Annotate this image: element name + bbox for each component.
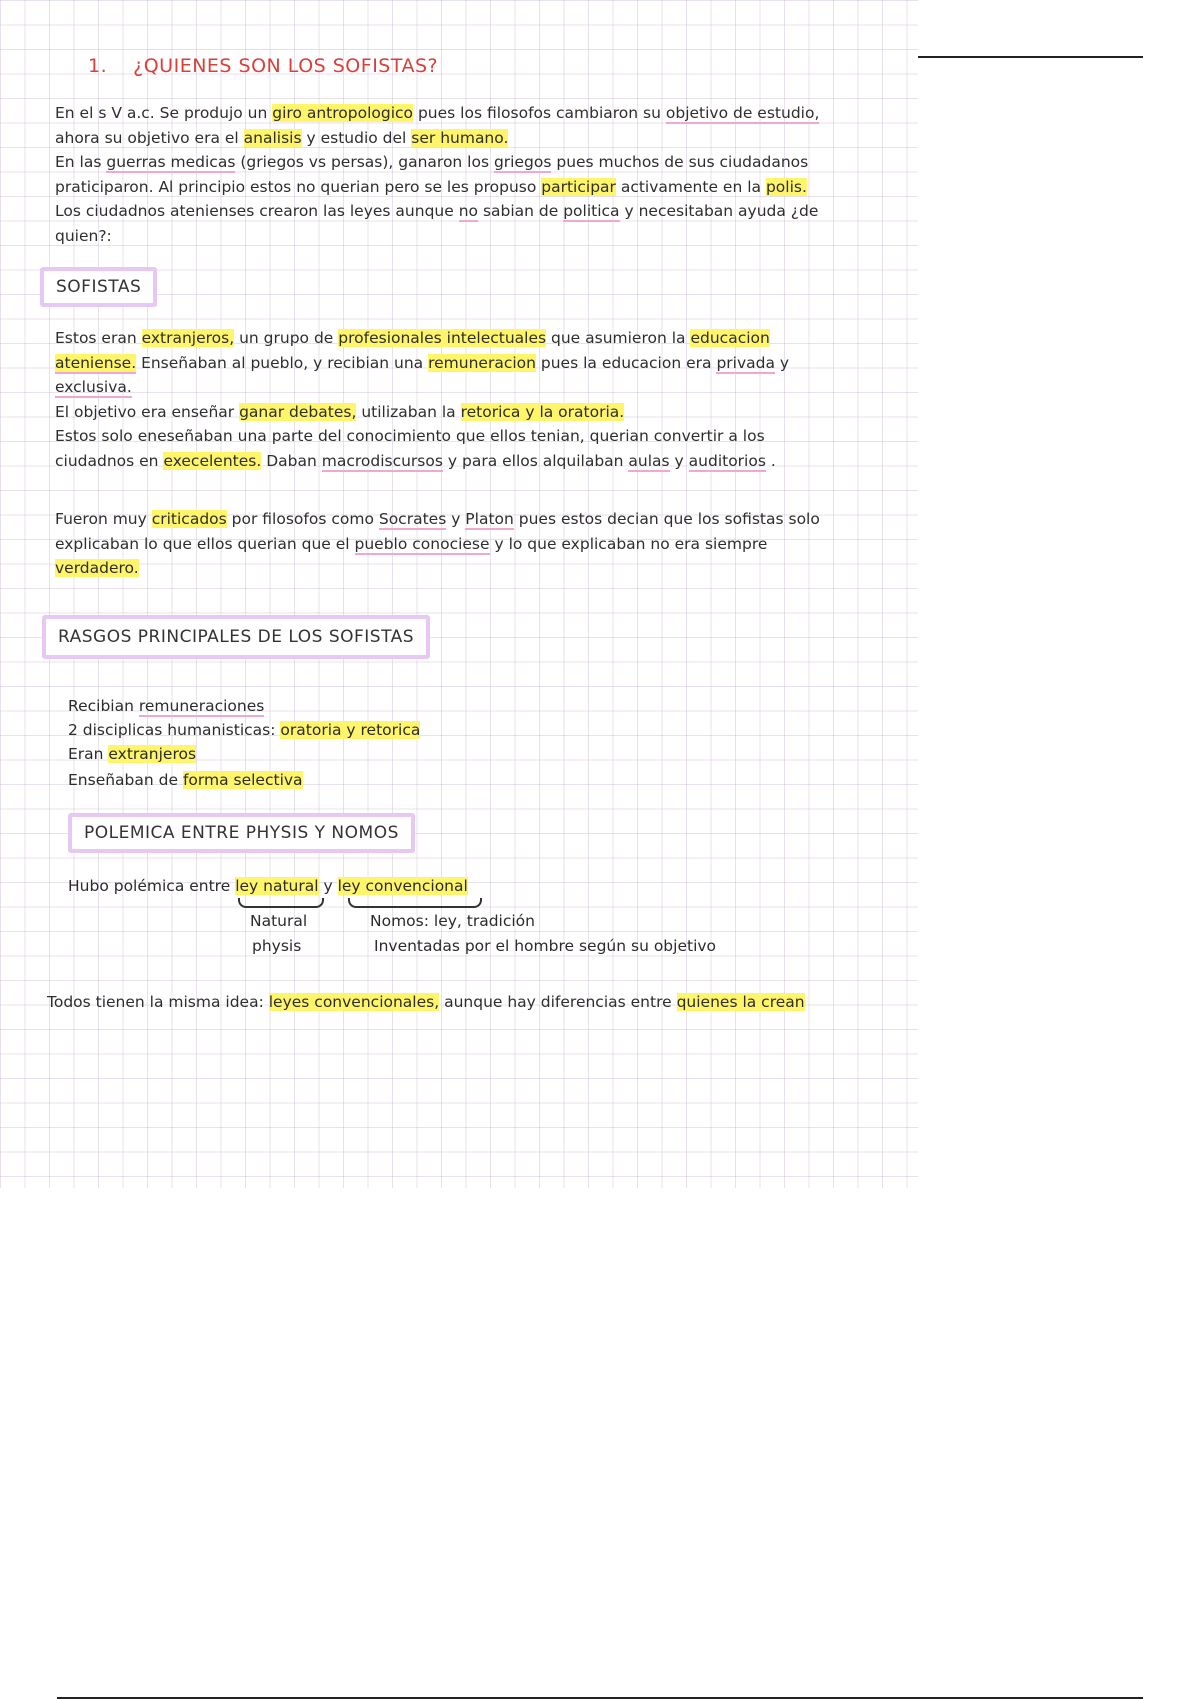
- final-line: Todos tienen la misma idea: leyes convencionales, aunque hay diferencias entre quienes la crean: [47, 993, 805, 1011]
- natural-label: Natural: [250, 912, 308, 930]
- nomos-label: Nomos: ley, tradición: [370, 912, 535, 930]
- criticism-paragraph: Fueron muy criticados por filosofos como Socrates y Platon pues estos decian que los sofistas solo explicaban lo que ellos querian que el pueblo conociese y lo que explicaban no era siempre verdadero.: [55, 510, 820, 577]
- section-box-sofistas: SOFISTAS: [40, 267, 157, 307]
- intro-paragraph: En el s V a.c. Se produjo un giro antropologico pues los filosofos cambiaron su objetivo de estudio, ahora su objetivo era el analisis y estudio del ser humano. En las guerras medicas (griegos vs persas), ganaron los griegos pues muchos de sus ciudadanos praticiparon. Al principio estos no querian pero se les propuso participar activamente en la polis. Los ciudadnos atenienses crearon las leyes aunque no sabian de politica y necesitaban ayuda ¿de quien?:: [55, 104, 820, 245]
- section-box-rasgos: RASGOS PRINCIPALES DE LOS SOFISTAS: [42, 615, 430, 659]
- trait-item: 2 disciplicas humanisticas: oratoria y retorica: [68, 721, 421, 739]
- polemica-line: Hubo polémica entre ley natural y ley convencional: [68, 877, 468, 895]
- top-right-rule: [918, 56, 1143, 58]
- sofistas-paragraph: Estos eran extranjeros, un grupo de profesionales intelectuales que asumieron la educacion ateniense. Enseñaban al pueblo, y recibian una remuneracion pues la educacion era privada y exclusiva. El objetivo era enseñar ganar debates, utilizaban la retorica y la oratoria. Estos solo eneseñaban una parte del conocimiento que ellos tenian, querian convertir a los ciudadnos en execelentes. Daban macrodiscursos y para ellos alquilaban aulas y auditorios .: [55, 329, 790, 470]
- bottom-rule: [57, 1697, 1143, 1699]
- trait-item: Recibian remuneraciones: [68, 697, 265, 715]
- title-text: ¿QUIENES SON LOS SOFISTAS?: [133, 55, 439, 77]
- brace-nomos: [348, 898, 482, 908]
- trait-item: Enseñaban de forma selectiva: [68, 771, 303, 789]
- title-number: 1.: [88, 55, 108, 77]
- brace-natural: [238, 898, 324, 908]
- nomos-description: Inventadas por el hombre según su objetivo: [374, 937, 717, 955]
- physis-label: physis: [252, 937, 302, 955]
- trait-item: Eran extranjeros: [68, 745, 197, 763]
- page-title: [88, 55, 438, 77]
- section-box-polemica: POLEMICA ENTRE PHYSIS Y NOMOS: [68, 813, 415, 853]
